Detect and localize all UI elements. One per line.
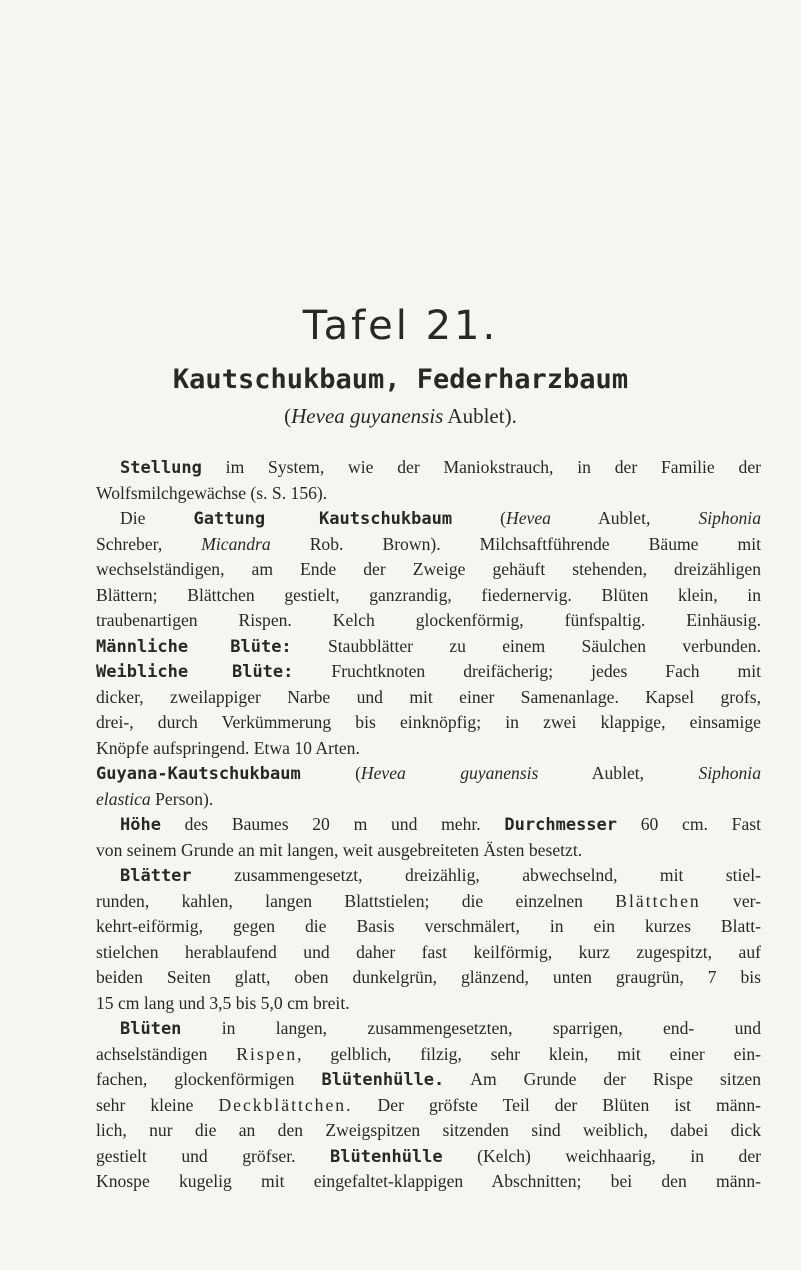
keyword: Blüten [120, 1019, 182, 1039]
text-line: achselständigen Rispen, gelblich, filzig, sehr klein, mit einer ein- [96, 1043, 761, 1064]
spaced-term: Deckblättchen. [218, 1094, 353, 1115]
text-line: fachen, glockenförmigen Blütenhülle. Am Grunde der Rispe sitzen [96, 1069, 761, 1090]
keyword: Gattung Kautschukbaum [193, 509, 453, 529]
text-line: kehrt-eiförmig, gegen die Basis verschmälert, in ein kurzes Blatt- [96, 916, 761, 936]
text-line: sehr kleine Deckblättchen. Der gröfste Teil der Blüten ist männ- [96, 1094, 761, 1115]
spaced-term: Blättchen [615, 890, 701, 911]
keyword: Männliche Blüte: [96, 636, 292, 657]
keyword: Blütenhülle. [321, 1070, 445, 1090]
text-line: elastica Person). [96, 788, 214, 809]
text-line: traubenartigen Rispen. Kelch glockenförmig, fünfspaltig. Einhäusig. [96, 610, 761, 630]
latin-species: Hevea guyanensis [291, 404, 444, 428]
text-line: gestielt und gröfser. Blütenhülle (Kelch) weichhaarig, in der [96, 1145, 761, 1167]
text-line: Weibliche Blüte: Fruchtknoten dreifächerig; jedes Fach mit [96, 661, 761, 682]
text-line: dicker, zweilappiger Narbe und mit einer Samenanlage. Kapsel grofs, [96, 686, 761, 707]
keyword: Guyana-Kautschukbaum [96, 764, 301, 784]
plate-subtitle: Kautschukbaum, Federharzbaum [172, 364, 629, 395]
text-line: Wolfsmilchgewächse (s. S. 156). [96, 482, 328, 503]
spaced-term: Rispen [236, 1043, 298, 1064]
text-line: lich, nur die an den Zweigspitzen sitzenden sind weiblich, dabei dick [96, 1120, 761, 1140]
text-line: wechselständigen, am Ende der Zweige gehäuft stehenden, dreizähligen [96, 559, 761, 579]
text-line: Die Gattung Kautschukbaum (Hevea Aublet, Siphonia [120, 508, 761, 529]
text-line: Blätter zusammengesetzt, dreizählig, abwechselnd, mit stiel- [120, 865, 761, 886]
keyword: Höhe [120, 815, 161, 835]
latin-name-line: (Hevea guyanensis Aublet). [284, 404, 517, 428]
text-line: Guyana-Kautschukbaum (Hevea guyanensis Aublet, Siphonia [96, 763, 761, 784]
text-line: Schreber, Micandra Rob. Brown). Milchsaftführende Bäume mit [96, 533, 761, 554]
keyword: Stellung [120, 458, 202, 478]
text-line: Männliche Blüte: Staubblätter zu einem Säulchen verbunden. [96, 635, 761, 657]
text-line: drei-, durch Verkümmerung bis einknöpfig; in zwei klappige, einsamige [96, 712, 761, 732]
keyword: Weibliche Blüte: [96, 662, 294, 682]
keyword: Blätter [120, 866, 192, 886]
keyword: Blütenhülle [330, 1146, 443, 1167]
text-line: von seinem Grunde an mit langen, weit ausgebreiteten Ästen besetzt. [96, 839, 583, 860]
text-line: Blättern; Blättchen gestielt, ganzrandig, fiedernervig. Blüten klein, in [96, 584, 761, 605]
text-line: Knöpfe aufspringend. Etwa 10 Arten. [96, 737, 360, 758]
plate-title: Tafel 21. [302, 303, 499, 349]
text-line: Blüten in langen, zusammengesetzten, sparrigen, end- und [120, 1018, 761, 1039]
text-line: stielchen herablaufend und daher fast keilförmig, kurz zugespitzt, auf [96, 941, 761, 962]
text-line: Stellung im System, wie der Maniokstrauch, in der Familie der [120, 457, 761, 478]
text-line: Höhe des Baumes 20 m und mehr. Durchmesser 60 cm. Fast [120, 814, 762, 835]
text-line: beiden Seiten glatt, oben dunkelgrün, glänzend, unten graugrün, 7 bis [96, 967, 761, 987]
text-line: 15 cm lang und 3,5 bis 5,0 cm breit. [96, 992, 350, 1013]
text-line: Knospe kugelig mit eingefaltet-klappigen Abschnitten; bei den männ- [96, 1171, 761, 1191]
keyword: Durchmesser [504, 815, 618, 835]
body-text [96, 455, 761, 1195]
text-line: runden, kahlen, langen Blattstielen; die einzelnen Blättchen ver- [96, 890, 761, 911]
